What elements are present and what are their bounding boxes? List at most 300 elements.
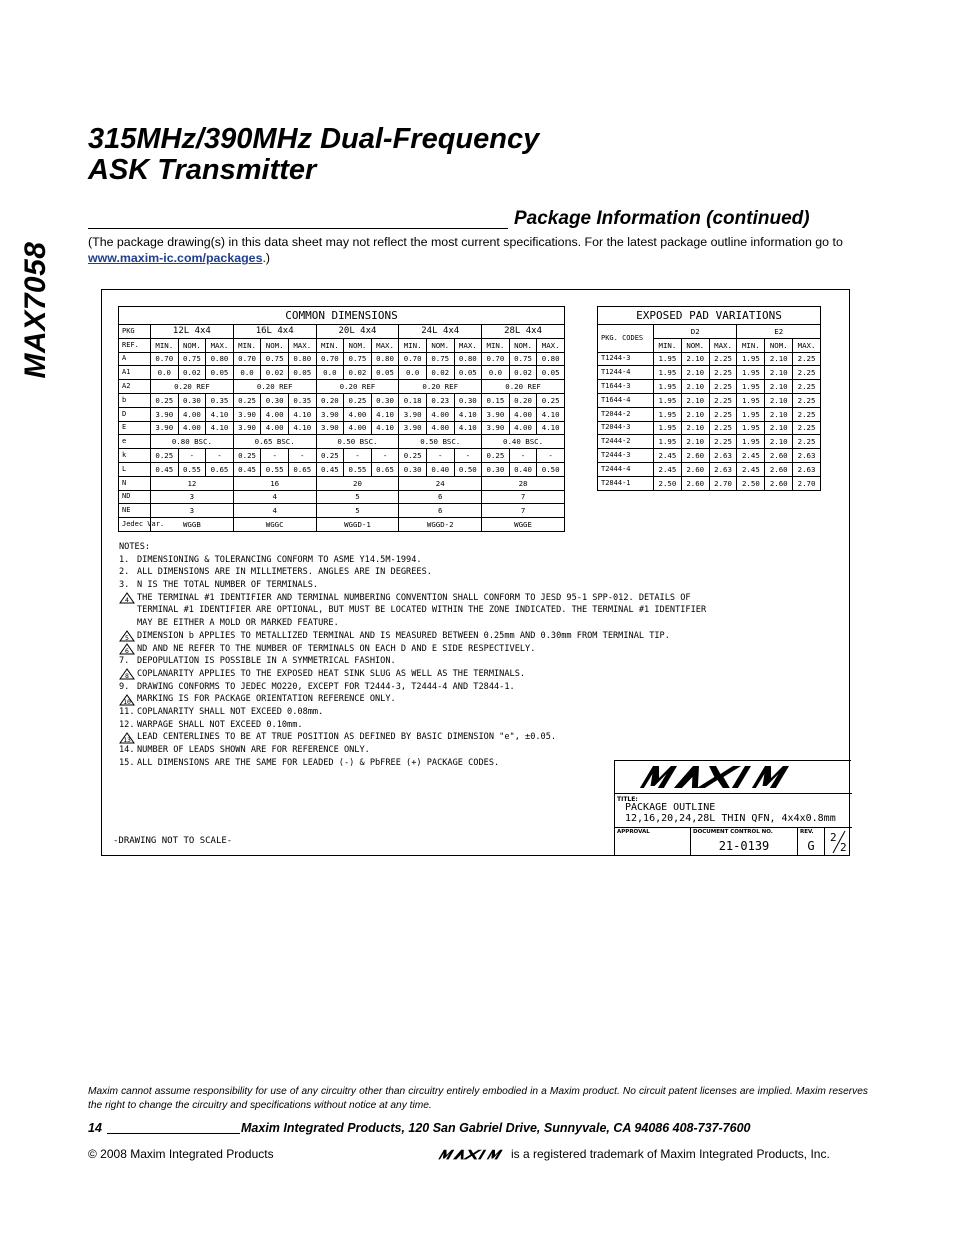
pad-row	[598, 366, 821, 380]
dimension-value: 3.90	[233, 407, 261, 421]
dimension-value: -	[178, 449, 206, 463]
package-drawing	[101, 289, 850, 856]
dimension-value: 3.90	[482, 421, 510, 435]
note-item	[119, 719, 719, 732]
package-header: 20L 4x4	[316, 325, 399, 339]
pad-row	[598, 352, 821, 366]
minmax-header: MAX.	[288, 338, 316, 352]
dimension-value: 3.90	[151, 421, 179, 435]
pad-value: 2.25	[793, 380, 821, 394]
pad-value: 2.10	[681, 366, 709, 380]
common-title: COMMON DIMENSIONS	[119, 307, 565, 325]
note-number: 9.	[119, 681, 130, 692]
dimension-value: 0.80	[371, 352, 399, 366]
sheet-cell	[825, 828, 852, 856]
dimension-value: 0.05	[454, 366, 482, 380]
sheet-number: 2	[830, 831, 837, 844]
pad-code: T1644-3	[598, 380, 654, 394]
dimension-value: 0.25	[344, 393, 372, 407]
dimension-ref: A2	[119, 380, 151, 394]
common-dimensions-table	[118, 306, 565, 532]
dimension-value: 0.65	[371, 462, 399, 476]
dimension-value: 0.02	[509, 366, 537, 380]
pad-value: 1.95	[737, 352, 765, 366]
pad-value: 2.10	[765, 380, 793, 394]
pad-row	[598, 476, 821, 490]
pad-value: 2.63	[709, 449, 737, 463]
pad-code: T1644-4	[598, 393, 654, 407]
dimension-value: -	[454, 449, 482, 463]
pad-value: 2.25	[793, 435, 821, 449]
trademark-text: is a registered trademark of Maxim Integrated Products, Inc.	[511, 1147, 830, 1161]
package-header: 16L 4x4	[233, 325, 316, 339]
dimension-value: 3.90	[316, 407, 344, 421]
dimension-value: 0.25	[316, 449, 344, 463]
pad-value: 2.10	[681, 407, 709, 421]
note-number: 2.	[119, 567, 130, 578]
dimension-value: 6	[399, 490, 482, 504]
dimension-value: 0.25	[482, 449, 510, 463]
dimension-value: 0.70	[482, 352, 510, 366]
pad-value: 1.95	[654, 407, 682, 421]
note-item	[119, 731, 719, 744]
note-flag-icon	[119, 732, 137, 744]
pad-value: 2.10	[765, 421, 793, 435]
dimension-value: 0.05	[206, 366, 234, 380]
dimension-value: 4.10	[288, 421, 316, 435]
pad-value: 1.95	[654, 366, 682, 380]
dimension-value: 0.70	[316, 352, 344, 366]
dimension-value: 4.10	[537, 421, 565, 435]
side-part-number: MAX7058	[19, 241, 52, 379]
pad-value: 2.25	[709, 393, 737, 407]
pad-value: 2.10	[681, 421, 709, 435]
minmax-header: NOM.	[178, 338, 206, 352]
dimension-row	[119, 393, 565, 407]
copyright: © 2008 Maxim Integrated Products	[88, 1147, 274, 1161]
pad-value: 2.10	[681, 380, 709, 394]
pad-code: T2444-4	[598, 462, 654, 476]
minmax-header: MAX.	[206, 338, 234, 352]
note-item	[119, 655, 719, 668]
dimension-value: 0.05	[371, 366, 399, 380]
dimension-value: 4.10	[206, 407, 234, 421]
minmax-header: MIN.	[482, 338, 510, 352]
note-flag-number: 6	[125, 646, 129, 655]
dimension-value: 4.10	[454, 421, 482, 435]
title-block-info-row	[615, 827, 852, 856]
dimension-value: 3.90	[316, 421, 344, 435]
dimension-value: 4.10	[206, 421, 234, 435]
dimension-row	[119, 380, 565, 394]
dimension-value: 0.70	[233, 352, 261, 366]
minmax-header: MAX.	[371, 338, 399, 352]
pad-minmax-header: MIN.	[654, 338, 682, 352]
dimension-value: 0.20	[316, 393, 344, 407]
dimension-value: 0.05	[288, 366, 316, 380]
dimension-value: -	[509, 449, 537, 463]
pad-group-row	[598, 325, 821, 339]
note-item	[119, 681, 719, 694]
side-part-label	[6, 210, 66, 410]
dimension-value: 0.75	[178, 352, 206, 366]
pad-value: 1.95	[654, 421, 682, 435]
pad-title: EXPOSED PAD VARIATIONS	[598, 307, 821, 325]
pad-value: 1.95	[654, 435, 682, 449]
pad-row	[598, 407, 821, 421]
dimension-value: 0.55	[344, 462, 372, 476]
pad-value: 2.45	[737, 449, 765, 463]
dimension-ref: e	[119, 435, 151, 449]
dimension-value: 0.45	[233, 462, 261, 476]
dimension-value: 0.23	[426, 393, 454, 407]
pad-value: 2.50	[654, 476, 682, 490]
dimension-value: 0.0	[399, 366, 427, 380]
pad-value: 2.60	[681, 476, 709, 490]
dimension-value: 0.0	[151, 366, 179, 380]
minmax-header: MAX.	[537, 338, 565, 352]
dimension-value: 4.10	[371, 421, 399, 435]
dimension-value: 4	[233, 490, 316, 504]
dimension-row	[119, 352, 565, 366]
dimension-value: 7	[482, 490, 565, 504]
dimension-row	[119, 407, 565, 421]
dimension-value: 4	[233, 504, 316, 518]
dimension-value: -	[537, 449, 565, 463]
package-header-row	[119, 325, 565, 339]
doc-control-label: DOCUMENT CONTROL NO.	[693, 829, 773, 835]
packages-link[interactable]: www.maxim-ic.com/packages	[88, 251, 263, 265]
minmax-header: MIN.	[151, 338, 179, 352]
pad-value: 1.95	[737, 380, 765, 394]
dimension-value: 0.25	[233, 393, 261, 407]
pad-value: 2.25	[709, 407, 737, 421]
dimension-value: 3.90	[399, 421, 427, 435]
dimension-value: 4.00	[426, 407, 454, 421]
minmax-header: MIN.	[233, 338, 261, 352]
dimension-value: 4.10	[537, 407, 565, 421]
document-title	[88, 124, 539, 186]
dimension-value: 0.30	[178, 393, 206, 407]
dimension-ref: A	[119, 352, 151, 366]
dimension-value: 0.30	[482, 462, 510, 476]
title-line-1: 315MHz/390MHz Dual-Frequency	[88, 123, 540, 155]
dimension-value: 0.0	[316, 366, 344, 380]
dimension-value: 0.50 BSC.	[399, 435, 482, 449]
dimension-value: 0.25	[151, 449, 179, 463]
dimension-value: 0.65	[206, 462, 234, 476]
dimension-ref: A1	[119, 366, 151, 380]
dimension-ref: D	[119, 407, 151, 421]
minmax-header: NOM.	[426, 338, 454, 352]
maxim-trademark-icon	[437, 1149, 501, 1161]
note-text: WARPAGE SHALL NOT EXCEED 0.10mm.	[137, 719, 303, 730]
pad-value: 2.25	[709, 435, 737, 449]
approval-label: APPROVAL	[617, 829, 650, 835]
common-title-row	[119, 307, 565, 325]
dimension-value: 0.75	[261, 352, 289, 366]
dimension-value: 0.50	[454, 462, 482, 476]
package-header: 24L 4x4	[399, 325, 482, 339]
dimension-value: WGGB	[151, 518, 234, 532]
pad-value: 2.50	[737, 476, 765, 490]
pad-code: T1244-3	[598, 352, 654, 366]
package-title-line-1: PACKAGE OUTLINE	[625, 802, 716, 813]
dimension-value: 0.20 REF	[151, 380, 234, 394]
maxim-logo-icon	[615, 761, 852, 794]
notes-heading: NOTES:	[119, 542, 151, 552]
minmax-header-row	[119, 338, 565, 352]
dimension-value: -	[288, 449, 316, 463]
dimension-value: -	[206, 449, 234, 463]
dimension-value: 5	[316, 490, 399, 504]
pad-value: 2.10	[765, 407, 793, 421]
sheet-slash-icon	[825, 828, 852, 856]
pad-value: 2.45	[654, 449, 682, 463]
dimension-value: 6	[399, 504, 482, 518]
pad-value: 2.60	[765, 449, 793, 463]
disclaimer: Maxim cannot assume responsibility for use of any circuitry other than circuitry entirely embodied in a Maxim product. No circuit patent licenses are implied. Maxim reserves the right to change the circuitry and specifications without notice at any time.	[88, 1086, 868, 1111]
dimension-value: 0.15	[482, 393, 510, 407]
pad-value: 2.60	[681, 462, 709, 476]
pad-code: T2844-1	[598, 476, 654, 490]
pad-code: T1244-4	[598, 366, 654, 380]
pad-value: 2.63	[793, 449, 821, 463]
note-item	[119, 693, 719, 706]
note-flag-number: 10	[123, 697, 131, 706]
pad-value: 2.25	[793, 352, 821, 366]
title-line-2: ASK Transmitter	[88, 154, 317, 186]
pad-value: 1.95	[737, 393, 765, 407]
note-item	[119, 592, 719, 605]
note-item	[119, 566, 719, 579]
note-text: NUMBER OF LEADS SHOWN ARE FOR REFERENCE ONLY.	[137, 745, 370, 755]
dimension-value: 0.0	[482, 366, 510, 380]
intro-text: (The package drawing(s) in this data sheet may not reflect the most current specifications. For the latest package outline information go to	[88, 235, 843, 249]
dimension-value: 0.25	[537, 393, 565, 407]
note-number: 11.	[119, 706, 135, 717]
dimension-value: 0.50 BSC.	[316, 435, 399, 449]
dimension-row	[119, 518, 565, 532]
pad-value: 1.95	[737, 366, 765, 380]
pkg-label: PKG	[119, 325, 151, 339]
dimension-value: 4.00	[344, 407, 372, 421]
pad-value: 2.25	[709, 352, 737, 366]
note-text: THE TERMINAL #1 IDENTIFIER AND TERMINAL NUMBERING CONVENTION SHALL CONFORM TO JESD 95-1 SPP-012. DETAILS OF	[137, 592, 691, 603]
pad-value: 2.63	[793, 462, 821, 476]
dimension-value: 0.25	[151, 393, 179, 407]
dimension-value: 0.30	[261, 393, 289, 407]
doc-control-number: 21-0139	[718, 839, 770, 853]
dimension-value: 4.00	[261, 407, 289, 421]
note-flag-icon	[119, 694, 137, 706]
dimension-value: 0.30	[399, 462, 427, 476]
dimension-value: 0.20 REF	[399, 380, 482, 394]
dimension-value: 28	[482, 476, 565, 490]
dimension-value: 0.65	[288, 462, 316, 476]
note-text: COPLANARITY APPLIES TO THE EXPOSED HEAT SINK SLUG AS WELL AS THE TERMINALS.	[137, 668, 526, 679]
package-title	[625, 802, 836, 824]
dimension-value: 7	[482, 504, 565, 518]
pad-value: 2.25	[709, 380, 737, 394]
title-block	[614, 760, 851, 855]
dimension-ref: E	[119, 421, 151, 435]
dimension-value: 0.75	[509, 352, 537, 366]
note-item	[119, 668, 719, 681]
dimension-value: 3.90	[399, 407, 427, 421]
pad-row	[598, 380, 821, 394]
dimension-value: 3.90	[482, 407, 510, 421]
dimension-ref: k	[119, 449, 151, 463]
pad-value: 2.10	[681, 435, 709, 449]
note-flag-icon	[119, 592, 137, 604]
dimension-value: WGGC	[233, 518, 316, 532]
note-number: 1.	[119, 554, 130, 565]
minmax-header: MIN.	[399, 338, 427, 352]
dimension-value: 0.75	[426, 352, 454, 366]
pad-minmax-header: NOM.	[765, 338, 793, 352]
dimension-value: 24	[399, 476, 482, 490]
note-item	[119, 630, 719, 643]
intro-end: .)	[262, 251, 271, 265]
dimension-value: 0.20 REF	[316, 380, 399, 394]
pad-value: 1.95	[654, 393, 682, 407]
dimension-value: 0.25	[399, 449, 427, 463]
note-text: ALL DIMENSIONS ARE THE SAME FOR LEADED (-) & PbFREE (+) PACKAGE CODES.	[137, 757, 500, 768]
dimension-value: 4.00	[426, 421, 454, 435]
note-number: 14.	[119, 745, 135, 755]
dimension-value: 0.45	[151, 462, 179, 476]
minmax-header: MIN.	[316, 338, 344, 352]
pad-value: 2.45	[737, 462, 765, 476]
pad-row	[598, 393, 821, 407]
note-text: DIMENSIONING & TOLERANCING CONFORM TO ASME Y14.5M-1994.	[137, 554, 422, 565]
dimension-value: 0.80 BSC.	[151, 435, 234, 449]
note-number: 7.	[119, 656, 130, 667]
dimension-value: 0.45	[316, 462, 344, 476]
note-item	[119, 706, 719, 719]
note-item	[119, 579, 719, 592]
dimension-value: 3.90	[233, 421, 261, 435]
minmax-header: NOM.	[344, 338, 372, 352]
dimension-value: 0.55	[178, 462, 206, 476]
dimension-value: 0.70	[151, 352, 179, 366]
dimension-value: 5	[316, 504, 399, 518]
minmax-header: NOM.	[261, 338, 289, 352]
dimension-ref: Jedec Var.	[119, 518, 151, 532]
pad-value: 2.60	[765, 476, 793, 490]
pad-value: 2.25	[709, 421, 737, 435]
revision-value: G	[807, 839, 815, 853]
section-title: Package Information (continued)	[514, 208, 810, 229]
pad-value: 2.10	[765, 366, 793, 380]
dimension-value: 4.10	[288, 407, 316, 421]
note-flag-number: 13	[123, 735, 131, 744]
dimension-value: 0.70	[399, 352, 427, 366]
dimension-value: 3	[151, 504, 234, 518]
dimension-value: 4.10	[371, 407, 399, 421]
pad-value: 2.25	[793, 393, 821, 407]
package-title-line-2: 12,16,20,24,28L THIN QFN, 4x4x0.8mm	[625, 813, 836, 824]
dimension-value: 0.55	[261, 462, 289, 476]
company-address: Maxim Integrated Products, 120 San Gabriel Drive, Sunnyvale, CA 94086 408-737-7600	[241, 1121, 751, 1135]
dimension-row	[119, 421, 565, 435]
pad-value: 2.10	[681, 352, 709, 366]
dimension-value: 3	[151, 490, 234, 504]
pad-minmax-header: MAX.	[709, 338, 737, 352]
page-number: 14	[88, 1121, 102, 1135]
footer-line	[88, 1121, 868, 1137]
note-number: 15.	[119, 757, 135, 768]
dimension-value: 0.40	[509, 462, 537, 476]
dimension-value: -	[261, 449, 289, 463]
note-text: DRAWING CONFORMS TO JEDEC MO220, EXCEPT FOR T2444-3, T2444-4 AND T2844-1.	[137, 681, 515, 692]
dimension-value: 0.80	[537, 352, 565, 366]
note-text: ALL DIMENSIONS ARE IN MILLIMETERS. ANGLES ARE IN DEGREES.	[137, 567, 432, 578]
dimension-value: 16	[233, 476, 316, 490]
dimension-row	[119, 435, 565, 449]
dimension-row	[119, 449, 565, 463]
dimension-value: 0.05	[537, 366, 565, 380]
dimension-row	[119, 476, 565, 490]
pad-minmax-header: NOM.	[681, 338, 709, 352]
pad-value: 2.10	[765, 393, 793, 407]
minmax-header: NOM.	[509, 338, 537, 352]
drawing-scale-note: -DRAWING NOT TO SCALE-	[113, 836, 233, 846]
dimension-row	[119, 504, 565, 518]
note-item	[119, 643, 719, 656]
dimension-value: 4.00	[178, 421, 206, 435]
dimension-value: -	[344, 449, 372, 463]
dimension-value: 20	[316, 476, 399, 490]
note-flag-number: 4	[125, 596, 129, 605]
note-text: DIMENSION b APPLIES TO METALLIZED TERMINAL AND IS MEASURED BETWEEN 0.25mm AND 0.30mm FROM TERMINAL TIP.	[137, 630, 670, 641]
pad-row	[598, 449, 821, 463]
pad-value: 1.95	[737, 435, 765, 449]
dimension-value: 0.75	[344, 352, 372, 366]
dimension-ref: NE	[119, 504, 151, 518]
note-flag-icon	[119, 668, 137, 680]
pad-value: 2.25	[793, 366, 821, 380]
note-number: 3.	[119, 580, 130, 591]
note-text: COPLANARITY SHALL NOT EXCEED 0.08mm.	[137, 706, 324, 717]
dimension-value: 0.80	[206, 352, 234, 366]
pad-value: 2.10	[765, 435, 793, 449]
dimension-value: 0.80	[454, 352, 482, 366]
dimension-value: 0.25	[233, 449, 261, 463]
pad-value: 2.60	[681, 449, 709, 463]
dimension-value: 4.00	[509, 421, 537, 435]
note-text: N IS THE TOTAL NUMBER OF TERMINALS.	[137, 580, 319, 591]
package-header: 12L 4x4	[151, 325, 234, 339]
dimension-ref: N	[119, 476, 151, 490]
dimension-value: 4.00	[509, 407, 537, 421]
pad-value: 2.63	[709, 462, 737, 476]
pad-minmax-header: MAX.	[793, 338, 821, 352]
dimension-value: 0.50	[537, 462, 565, 476]
dimension-value: 4.00	[261, 421, 289, 435]
pad-value: 1.95	[654, 380, 682, 394]
package-header: 28L 4x4	[482, 325, 565, 339]
note-flag-number: 8	[125, 672, 129, 681]
approval-cell	[615, 828, 691, 856]
note-flag-icon	[119, 630, 137, 642]
pkg-codes-label: PKG. CODES	[598, 325, 654, 353]
pad-row	[598, 421, 821, 435]
pad-value: 2.45	[654, 462, 682, 476]
dimension-value: 0.35	[288, 393, 316, 407]
note-text: MARKING IS FOR PACKAGE ORIENTATION REFERENCE ONLY.	[137, 694, 396, 705]
